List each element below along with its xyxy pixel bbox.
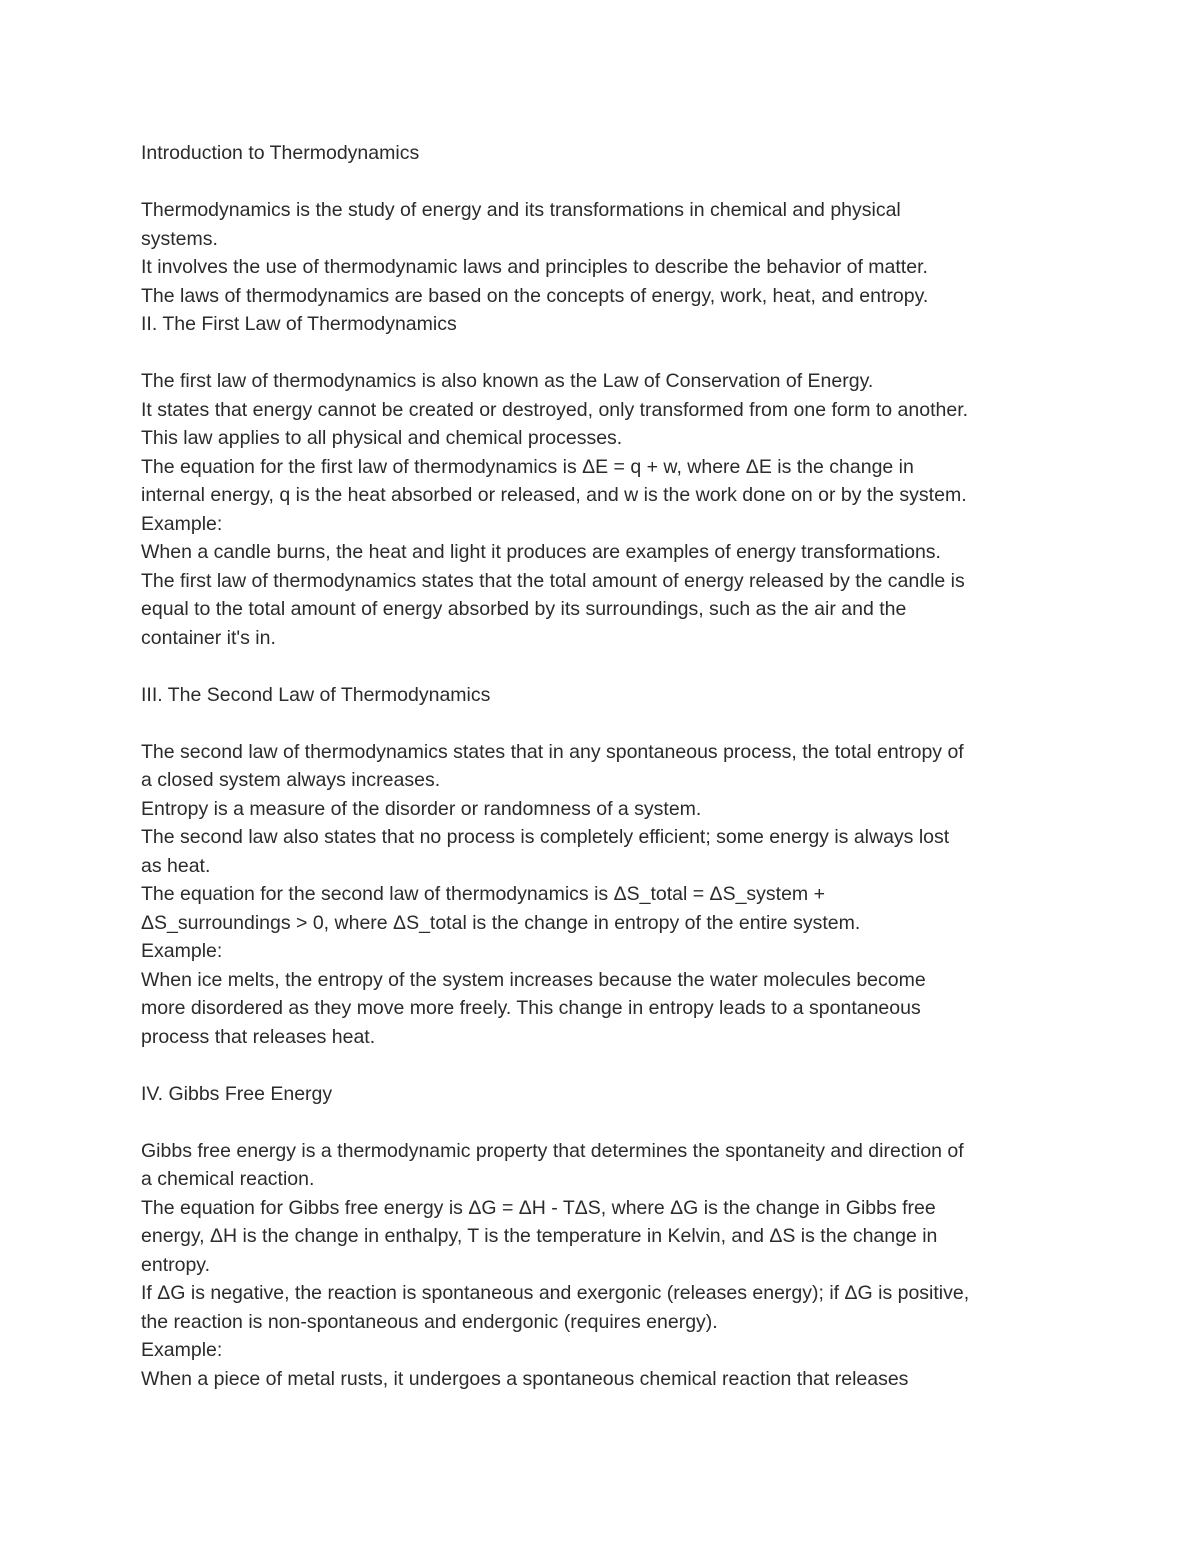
text-line: The equation for Gibbs free energy is ΔG = ΔH - TΔS, where ΔG is the change in Gibbs free [141, 1196, 936, 1219]
text-line: internal energy, q is the heat absorbed or released, and w is the work done on or by the system. [141, 484, 967, 506]
text-line: Thermodynamics is the study of energy and its transformations in chemical and physical [141, 199, 901, 221]
text-line: more disordered as they move more freely. This change in entropy leads to a spontaneous [141, 997, 921, 1019]
text-line: If ΔG is negative, the reaction is spontaneous and exergonic (releases energy); if ΔG is positive, [141, 1282, 970, 1304]
text-line: When ice melts, the entropy of the system increases because the water molecules become [141, 968, 926, 991]
text-line: as heat. [141, 854, 211, 877]
text-line: ΔS_surroundings > 0, where ΔS_total is the change in entropy of the entire system. [141, 911, 861, 934]
blank-line [141, 339, 1071, 368]
text-line: equal to the total amount of energy absorbed by its surroundings, such as the air and the [141, 598, 907, 620]
text-line: a closed system always increases. [141, 769, 441, 791]
blank-line [141, 168, 1071, 197]
text-line: It involves the use of thermodynamic laws and principles to describe the behavior of matter. [141, 256, 928, 278]
section-heading-second-law: III. The Second Law of Thermodynamics [141, 683, 491, 706]
document-title: Introduction to Thermodynamics [141, 142, 420, 164]
blank-line [141, 652, 1071, 681]
example-label: Example: [141, 1339, 223, 1361]
text-line: The laws of thermodynamics are based on the concepts of energy, work, heat, and entropy. [141, 284, 929, 307]
text-line: The first law of thermodynamics states that the total amount of energy released by the candle is [141, 569, 965, 592]
text-line: The first law of thermodynamics is also known as the Law of Conservation of Energy. [141, 370, 874, 392]
text-line: When a candle burns, the heat and light it produces are examples of energy transformations. [141, 541, 941, 563]
text-line: Entropy is a measure of the disorder or randomness of a system. [141, 797, 702, 820]
text-line: When a piece of metal rusts, it undergoes a spontaneous chemical reaction that releases [141, 1367, 909, 1390]
section-heading-first-law: II. The First Law of Thermodynamics [141, 313, 457, 335]
example-label: Example: [141, 940, 223, 962]
text-line: container it's in. [141, 626, 276, 649]
blank-line [141, 1108, 1071, 1137]
document-page [141, 139, 1071, 1393]
text-line: The equation for the first law of thermodynamics is ΔE = q + w, where ΔE is the change in [141, 455, 914, 478]
text-line: systems. [141, 227, 218, 250]
text-line: The second law of thermodynamics states that in any spontaneous process, the total entropy of [141, 740, 964, 763]
text-line: energy, ΔH is the change in enthalpy, T is the temperature in Kelvin, and ΔS is the change in [141, 1225, 938, 1247]
example-label: Example: [141, 512, 223, 535]
text-line: a chemical reaction. [141, 1168, 315, 1190]
blank-line [141, 709, 1071, 738]
text-line: The second law also states that no process is completely efficient; some energy is always lost [141, 826, 950, 848]
text-line: entropy. [141, 1253, 211, 1276]
text-line: the reaction is non-spontaneous and endergonic (requires energy). [141, 1310, 718, 1333]
text-line: Gibbs free energy is a thermodynamic property that determines the spontaneity and direction of [141, 1139, 964, 1162]
blank-line [141, 1051, 1071, 1080]
section-heading-gibbs: IV. Gibbs Free Energy [141, 1082, 333, 1105]
text-line: This law applies to all physical and chemical processes. [141, 427, 623, 449]
text-line: process that releases heat. [141, 1025, 376, 1048]
text-line: It states that energy cannot be created or destroyed, only transformed from one form to another. [141, 398, 969, 421]
text-line: The equation for the second law of thermodynamics is ΔS_total = ΔS_system + [141, 883, 825, 905]
